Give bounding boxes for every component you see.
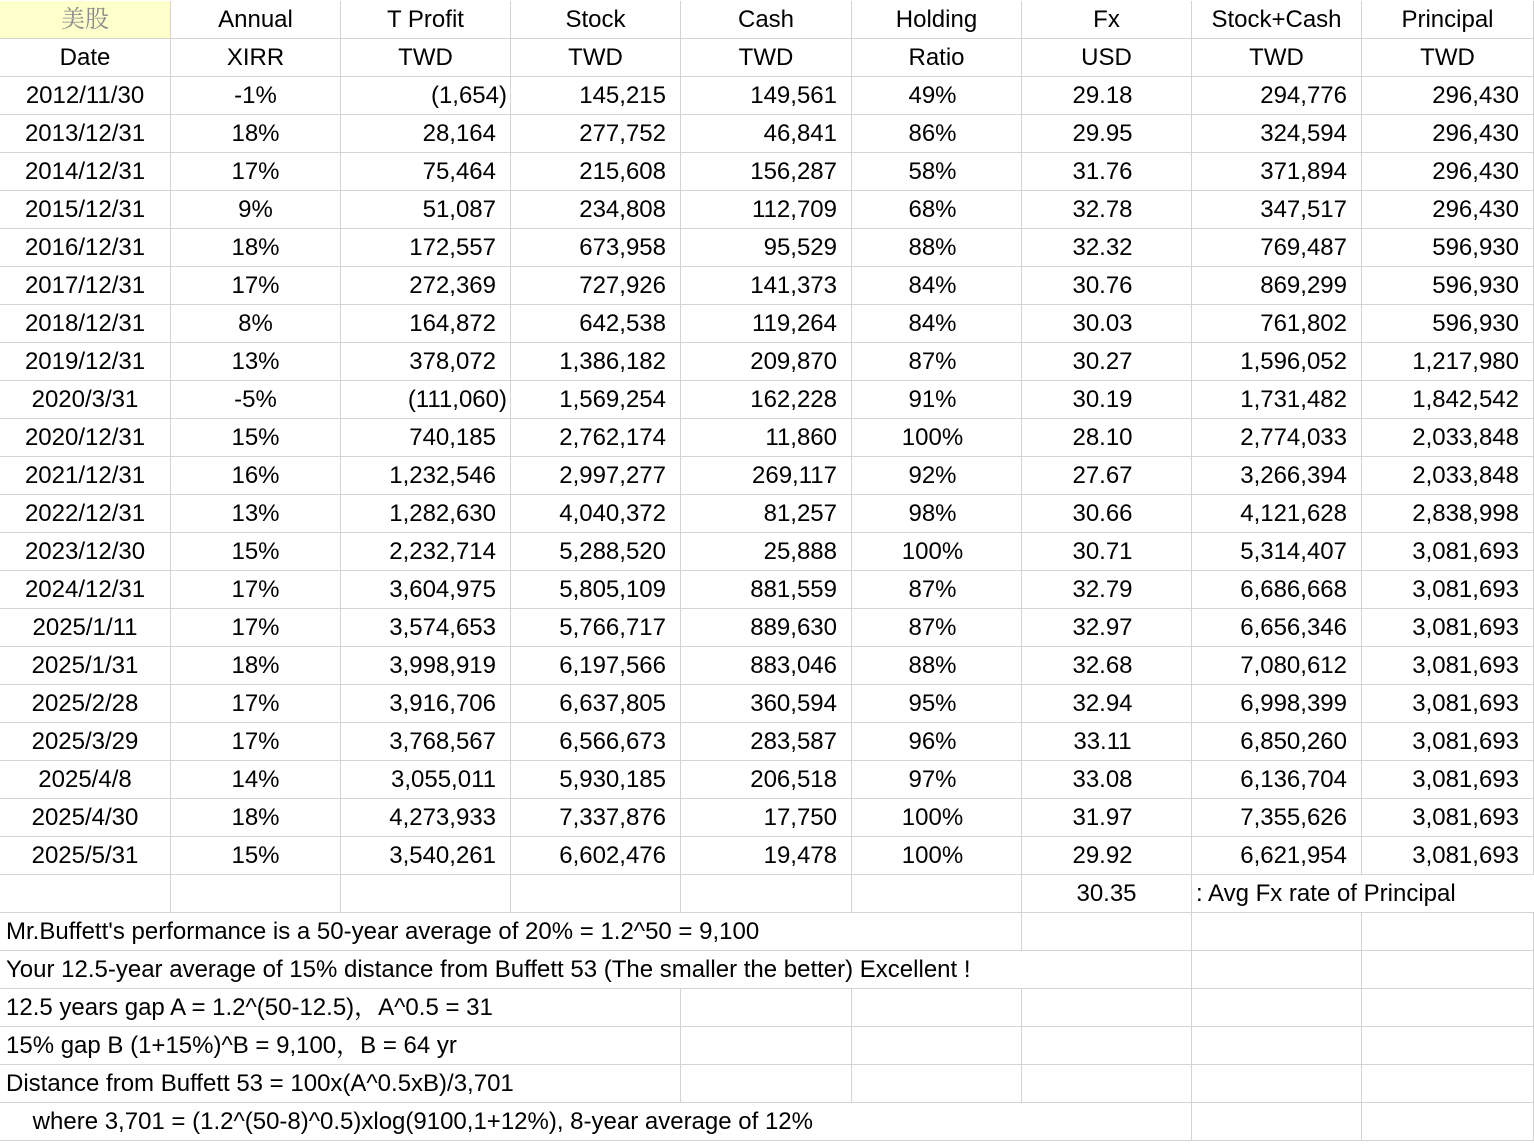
value-cell[interactable]: 88%	[852, 647, 1022, 685]
value-cell[interactable]: 7,337,876	[511, 799, 681, 837]
header-cell[interactable]: TWD	[511, 39, 681, 77]
value-cell[interactable]: 1,217,980	[1362, 343, 1534, 381]
value-cell[interactable]: 15%	[171, 533, 341, 571]
empty-cell[interactable]	[852, 875, 1022, 913]
value-cell[interactable]: 215,608	[511, 153, 681, 191]
grid-cell[interactable]	[1022, 913, 1192, 951]
value-cell[interactable]: 740,185	[341, 419, 511, 457]
header-cell[interactable]: TWD	[1362, 39, 1534, 77]
value-cell[interactable]: 5,805,109	[511, 571, 681, 609]
note-text[interactable]: where 3,701 = (1.2^(50-8)^0.5)xlog(9100,1+12%), 8-year average of 12%	[0, 1103, 1192, 1141]
value-cell[interactable]: 3,768,567	[341, 723, 511, 761]
grid-cell[interactable]	[852, 989, 1022, 1027]
value-cell[interactable]: 19,478	[681, 837, 852, 875]
value-cell[interactable]: 324,594	[1192, 115, 1362, 153]
value-cell[interactable]: 883,046	[681, 647, 852, 685]
value-cell[interactable]: 3,916,706	[341, 685, 511, 723]
note-text[interactable]: Distance from Buffett 53 = 100x(A^0.5xB)/3,701	[0, 1065, 681, 1103]
value-cell[interactable]: 33.08	[1022, 761, 1192, 799]
value-cell[interactable]: 1,232,546	[341, 457, 511, 495]
value-cell[interactable]: 3,540,261	[341, 837, 511, 875]
value-cell[interactable]: 5,930,185	[511, 761, 681, 799]
header-cell[interactable]: TWD	[341, 39, 511, 77]
value-cell[interactable]: 33.11	[1022, 723, 1192, 761]
value-cell[interactable]: 378,072	[341, 343, 511, 381]
value-cell[interactable]: 13%	[171, 495, 341, 533]
value-cell[interactable]: 17%	[171, 723, 341, 761]
value-cell[interactable]: 145,215	[511, 77, 681, 115]
value-cell[interactable]: 18%	[171, 799, 341, 837]
value-cell[interactable]: 1,386,182	[511, 343, 681, 381]
value-cell[interactable]: 769,487	[1192, 229, 1362, 267]
header-cell[interactable]: Cash	[681, 1, 852, 39]
empty-cell[interactable]	[341, 875, 511, 913]
value-cell[interactable]: 28,164	[341, 115, 511, 153]
value-cell[interactable]: 98%	[852, 495, 1022, 533]
value-cell[interactable]: 596,930	[1362, 305, 1534, 343]
value-cell[interactable]: 3,081,693	[1362, 533, 1534, 571]
value-cell[interactable]: 2,033,848	[1362, 419, 1534, 457]
value-cell[interactable]: 30.19	[1022, 381, 1192, 419]
value-cell[interactable]: (111,060)	[341, 381, 511, 419]
header-cell[interactable]: 美股	[0, 1, 171, 39]
value-cell[interactable]: 18%	[171, 647, 341, 685]
value-cell[interactable]: 18%	[171, 115, 341, 153]
date-cell[interactable]: 2025/1/31	[0, 647, 171, 685]
header-cell[interactable]: Annual	[171, 1, 341, 39]
value-cell[interactable]: 96%	[852, 723, 1022, 761]
value-cell[interactable]: 84%	[852, 267, 1022, 305]
grid-cell[interactable]	[1022, 989, 1192, 1027]
value-cell[interactable]: 6,637,805	[511, 685, 681, 723]
value-cell[interactable]: 2,033,848	[1362, 457, 1534, 495]
value-cell[interactable]: 17%	[171, 609, 341, 647]
value-cell[interactable]: 27.67	[1022, 457, 1192, 495]
value-cell[interactable]: 68%	[852, 191, 1022, 229]
value-cell[interactable]: 29.95	[1022, 115, 1192, 153]
value-cell[interactable]: 3,081,693	[1362, 647, 1534, 685]
value-cell[interactable]: 15%	[171, 837, 341, 875]
value-cell[interactable]: 49%	[852, 77, 1022, 115]
grid-cell[interactable]	[1362, 989, 1534, 1027]
value-cell[interactable]: 206,518	[681, 761, 852, 799]
grid-cell[interactable]	[1192, 913, 1362, 951]
date-cell[interactable]: 2019/12/31	[0, 343, 171, 381]
date-cell[interactable]: 2014/12/31	[0, 153, 171, 191]
value-cell[interactable]: 172,557	[341, 229, 511, 267]
value-cell[interactable]: 100%	[852, 419, 1022, 457]
empty-cell[interactable]	[171, 875, 341, 913]
date-cell[interactable]: 2020/3/31	[0, 381, 171, 419]
value-cell[interactable]: 29.92	[1022, 837, 1192, 875]
value-cell[interactable]: 761,802	[1192, 305, 1362, 343]
value-cell[interactable]: 30.66	[1022, 495, 1192, 533]
note-text[interactable]: 15% gap B (1+15%)^B = 9,100，B = 64 yr	[0, 1027, 681, 1065]
value-cell[interactable]: 3,081,693	[1362, 837, 1534, 875]
header-cell[interactable]: Stock	[511, 1, 681, 39]
value-cell[interactable]: 3,081,693	[1362, 685, 1534, 723]
grid-cell[interactable]	[852, 1027, 1022, 1065]
value-cell[interactable]: 7,355,626	[1192, 799, 1362, 837]
value-cell[interactable]: 727,926	[511, 267, 681, 305]
value-cell[interactable]: 18%	[171, 229, 341, 267]
date-cell[interactable]: 2020/12/31	[0, 419, 171, 457]
grid-cell[interactable]	[1362, 1103, 1534, 1141]
empty-cell[interactable]	[681, 875, 852, 913]
value-cell[interactable]: 32.78	[1022, 191, 1192, 229]
value-cell[interactable]: 87%	[852, 609, 1022, 647]
empty-cell[interactable]	[511, 875, 681, 913]
value-cell[interactable]: 81,257	[681, 495, 852, 533]
value-cell[interactable]: 86%	[852, 115, 1022, 153]
value-cell[interactable]: 31.76	[1022, 153, 1192, 191]
value-cell[interactable]: 2,774,033	[1192, 419, 1362, 457]
value-cell[interactable]: 95,529	[681, 229, 852, 267]
grid-cell[interactable]	[1022, 1065, 1192, 1103]
value-cell[interactable]: 6,998,399	[1192, 685, 1362, 723]
date-cell[interactable]: 2025/4/30	[0, 799, 171, 837]
date-cell[interactable]: 2025/3/29	[0, 723, 171, 761]
empty-cell[interactable]	[0, 875, 171, 913]
value-cell[interactable]: 3,081,693	[1362, 761, 1534, 799]
note-text[interactable]: Mr.Buffett's performance is a 50-year average of 20% = 1.2^50 = 9,100	[0, 913, 1022, 951]
value-cell[interactable]: 30.03	[1022, 305, 1192, 343]
value-cell[interactable]: 17%	[171, 153, 341, 191]
header-cell[interactable]: Date	[0, 39, 171, 77]
date-cell[interactable]: 2012/11/30	[0, 77, 171, 115]
value-cell[interactable]: 889,630	[681, 609, 852, 647]
value-cell[interactable]: 347,517	[1192, 191, 1362, 229]
value-cell[interactable]: 6,621,954	[1192, 837, 1362, 875]
value-cell[interactable]: 11,860	[681, 419, 852, 457]
header-cell[interactable]: Holding	[852, 1, 1022, 39]
value-cell[interactable]: 6,850,260	[1192, 723, 1362, 761]
date-cell[interactable]: 2013/12/31	[0, 115, 171, 153]
value-cell[interactable]: 17%	[171, 571, 341, 609]
grid-cell[interactable]	[1362, 951, 1534, 989]
value-cell[interactable]: 3,081,693	[1362, 609, 1534, 647]
grid-cell[interactable]	[1192, 989, 1362, 1027]
value-cell[interactable]: 3,574,653	[341, 609, 511, 647]
value-cell[interactable]: 30.27	[1022, 343, 1192, 381]
header-cell[interactable]: USD	[1022, 39, 1192, 77]
value-cell[interactable]: 294,776	[1192, 77, 1362, 115]
value-cell[interactable]: 100%	[852, 799, 1022, 837]
value-cell[interactable]: 13%	[171, 343, 341, 381]
value-cell[interactable]: 17%	[171, 685, 341, 723]
value-cell[interactable]: 283,587	[681, 723, 852, 761]
grid-cell[interactable]	[1022, 1027, 1192, 1065]
value-cell[interactable]: 296,430	[1362, 153, 1534, 191]
value-cell[interactable]: 32.32	[1022, 229, 1192, 267]
value-cell[interactable]: 75,464	[341, 153, 511, 191]
value-cell[interactable]: 3,081,693	[1362, 571, 1534, 609]
value-cell[interactable]: 1,731,482	[1192, 381, 1362, 419]
value-cell[interactable]: 32.68	[1022, 647, 1192, 685]
grid-cell[interactable]	[1362, 1027, 1534, 1065]
value-cell[interactable]: (1,654)	[341, 77, 511, 115]
value-cell[interactable]: -5%	[171, 381, 341, 419]
value-cell[interactable]: 269,117	[681, 457, 852, 495]
value-cell[interactable]: 360,594	[681, 685, 852, 723]
value-cell[interactable]: 4,273,933	[341, 799, 511, 837]
header-cell[interactable]: Principal	[1362, 1, 1534, 39]
value-cell[interactable]: 3,081,693	[1362, 799, 1534, 837]
value-cell[interactable]: 162,228	[681, 381, 852, 419]
value-cell[interactable]: 16%	[171, 457, 341, 495]
date-cell[interactable]: 2015/12/31	[0, 191, 171, 229]
grid-cell[interactable]	[1192, 1103, 1362, 1141]
value-cell[interactable]: 95%	[852, 685, 1022, 723]
date-cell[interactable]: 2025/5/31	[0, 837, 171, 875]
header-cell[interactable]: Ratio	[852, 39, 1022, 77]
value-cell[interactable]: 3,055,011	[341, 761, 511, 799]
value-cell[interactable]: 6,197,566	[511, 647, 681, 685]
value-cell[interactable]: 58%	[852, 153, 1022, 191]
value-cell[interactable]: 100%	[852, 837, 1022, 875]
value-cell[interactable]: 2,232,714	[341, 533, 511, 571]
date-cell[interactable]: 2023/12/30	[0, 533, 171, 571]
grid-cell[interactable]	[1192, 1027, 1362, 1065]
value-cell[interactable]: 30.76	[1022, 267, 1192, 305]
grid-cell[interactable]	[1362, 913, 1534, 951]
value-cell[interactable]: 30.71	[1022, 533, 1192, 571]
value-cell[interactable]: 3,998,919	[341, 647, 511, 685]
value-cell[interactable]: 17%	[171, 267, 341, 305]
value-cell[interactable]: 5,766,717	[511, 609, 681, 647]
value-cell[interactable]: 209,870	[681, 343, 852, 381]
value-cell[interactable]: 32.94	[1022, 685, 1192, 723]
value-cell[interactable]: 97%	[852, 761, 1022, 799]
value-cell[interactable]: 3,081,693	[1362, 723, 1534, 761]
value-cell[interactable]: 4,121,628	[1192, 495, 1362, 533]
value-cell[interactable]: 100%	[852, 533, 1022, 571]
grid-cell[interactable]	[1362, 1065, 1534, 1103]
value-cell[interactable]: 31.97	[1022, 799, 1192, 837]
date-cell[interactable]: 2025/4/8	[0, 761, 171, 799]
header-cell[interactable]: XIRR	[171, 39, 341, 77]
avg-fx-label[interactable]: : Avg Fx rate of Principal	[1192, 875, 1534, 913]
header-cell[interactable]: Stock+Cash	[1192, 1, 1362, 39]
value-cell[interactable]: 87%	[852, 571, 1022, 609]
date-cell[interactable]: 2021/12/31	[0, 457, 171, 495]
value-cell[interactable]: 46,841	[681, 115, 852, 153]
value-cell[interactable]: 32.79	[1022, 571, 1192, 609]
value-cell[interactable]: 28.10	[1022, 419, 1192, 457]
date-cell[interactable]: 2022/12/31	[0, 495, 171, 533]
value-cell[interactable]: 6,136,704	[1192, 761, 1362, 799]
note-text[interactable]: 12.5 years gap A = 1.2^(50-12.5)，A^0.5 = 31	[0, 989, 681, 1027]
value-cell[interactable]: 296,430	[1362, 115, 1534, 153]
value-cell[interactable]: 156,287	[681, 153, 852, 191]
value-cell[interactable]: 9%	[171, 191, 341, 229]
value-cell[interactable]: 84%	[852, 305, 1022, 343]
date-cell[interactable]: 2025/1/11	[0, 609, 171, 647]
date-cell[interactable]: 2024/12/31	[0, 571, 171, 609]
value-cell[interactable]: 6,686,668	[1192, 571, 1362, 609]
value-cell[interactable]: 596,930	[1362, 229, 1534, 267]
value-cell[interactable]: 88%	[852, 229, 1022, 267]
value-cell[interactable]: 869,299	[1192, 267, 1362, 305]
value-cell[interactable]: 5,288,520	[511, 533, 681, 571]
value-cell[interactable]: 149,561	[681, 77, 852, 115]
value-cell[interactable]: 272,369	[341, 267, 511, 305]
value-cell[interactable]: 6,656,346	[1192, 609, 1362, 647]
value-cell[interactable]: 8%	[171, 305, 341, 343]
grid-cell[interactable]	[1192, 1065, 1362, 1103]
value-cell[interactable]: 2,762,174	[511, 419, 681, 457]
value-cell[interactable]: 642,538	[511, 305, 681, 343]
date-cell[interactable]: 2018/12/31	[0, 305, 171, 343]
value-cell[interactable]: 371,894	[1192, 153, 1362, 191]
grid-cell[interactable]	[681, 1027, 852, 1065]
value-cell[interactable]: 7,080,612	[1192, 647, 1362, 685]
value-cell[interactable]: 596,930	[1362, 267, 1534, 305]
value-cell[interactable]: 14%	[171, 761, 341, 799]
value-cell[interactable]: 119,264	[681, 305, 852, 343]
header-cell[interactable]: T Profit	[341, 1, 511, 39]
value-cell[interactable]: 296,430	[1362, 191, 1534, 229]
value-cell[interactable]: 4,040,372	[511, 495, 681, 533]
value-cell[interactable]: 1,842,542	[1362, 381, 1534, 419]
grid-cell[interactable]	[681, 1065, 852, 1103]
value-cell[interactable]: 164,872	[341, 305, 511, 343]
value-cell[interactable]: 25,888	[681, 533, 852, 571]
value-cell[interactable]: 17,750	[681, 799, 852, 837]
date-cell[interactable]: 2025/2/28	[0, 685, 171, 723]
date-cell[interactable]: 2016/12/31	[0, 229, 171, 267]
value-cell[interactable]: 296,430	[1362, 77, 1534, 115]
grid-cell[interactable]	[852, 1065, 1022, 1103]
value-cell[interactable]: 1,569,254	[511, 381, 681, 419]
value-cell[interactable]: 673,958	[511, 229, 681, 267]
value-cell[interactable]: -1%	[171, 77, 341, 115]
grid-cell[interactable]	[1192, 951, 1362, 989]
avg-fx-value[interactable]: 30.35	[1022, 875, 1192, 913]
value-cell[interactable]: 277,752	[511, 115, 681, 153]
value-cell[interactable]: 881,559	[681, 571, 852, 609]
value-cell[interactable]: 3,266,394	[1192, 457, 1362, 495]
value-cell[interactable]: 1,596,052	[1192, 343, 1362, 381]
value-cell[interactable]: 29.18	[1022, 77, 1192, 115]
header-cell[interactable]: TWD	[681, 39, 852, 77]
value-cell[interactable]: 91%	[852, 381, 1022, 419]
value-cell[interactable]: 32.97	[1022, 609, 1192, 647]
value-cell[interactable]: 15%	[171, 419, 341, 457]
value-cell[interactable]: 2,997,277	[511, 457, 681, 495]
value-cell[interactable]: 141,373	[681, 267, 852, 305]
note-text[interactable]: Your 12.5-year average of 15% distance from Buffett 53 (The smaller the better) Excellent !	[0, 951, 1192, 989]
value-cell[interactable]: 6,566,673	[511, 723, 681, 761]
date-cell[interactable]: 2017/12/31	[0, 267, 171, 305]
value-cell[interactable]: 92%	[852, 457, 1022, 495]
value-cell[interactable]: 51,087	[341, 191, 511, 229]
value-cell[interactable]: 87%	[852, 343, 1022, 381]
value-cell[interactable]: 2,838,998	[1362, 495, 1534, 533]
grid-cell[interactable]	[681, 989, 852, 1027]
value-cell[interactable]: 3,604,975	[341, 571, 511, 609]
header-cell[interactable]: Fx	[1022, 1, 1192, 39]
value-cell[interactable]: 6,602,476	[511, 837, 681, 875]
header-cell[interactable]: TWD	[1192, 39, 1362, 77]
value-cell[interactable]: 5,314,407	[1192, 533, 1362, 571]
value-cell[interactable]: 234,808	[511, 191, 681, 229]
value-cell[interactable]: 1,282,630	[341, 495, 511, 533]
value-cell[interactable]: 112,709	[681, 191, 852, 229]
